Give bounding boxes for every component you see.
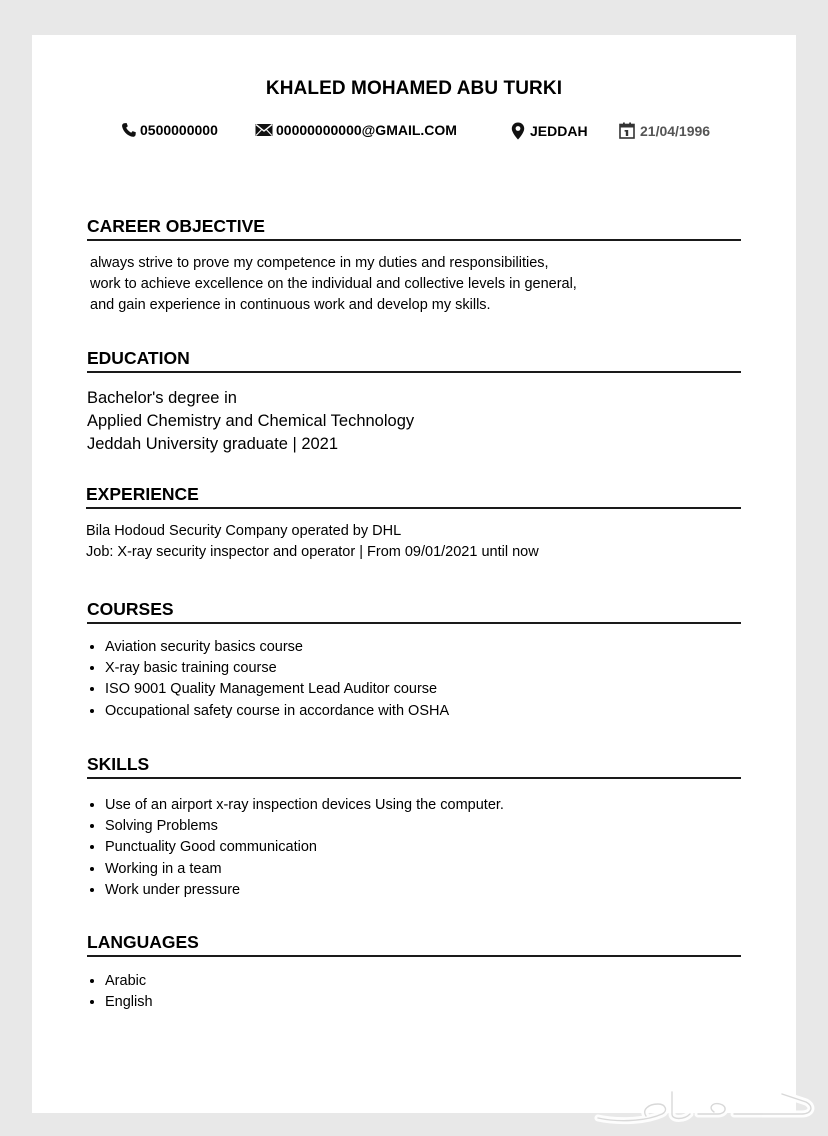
list-item: • X-ray basic training course	[105, 658, 449, 679]
section-title-courses: COURSES	[87, 599, 741, 624]
career-objective-line: and gain experience in continuous work and develop my skills.	[90, 297, 491, 313]
contact-location	[511, 122, 588, 140]
courses-list	[87, 637, 449, 722]
list-item: • Occupational safety course in accordance with OSHA	[105, 701, 449, 722]
contact-email	[255, 122, 457, 138]
list-item: • English	[105, 992, 153, 1013]
map-pin-icon	[511, 122, 525, 140]
watermark-logo	[586, 1078, 822, 1130]
resume-page	[32, 35, 796, 1113]
section-title-education: EDUCATION	[87, 348, 741, 373]
section-title-languages: LANGUAGES	[87, 932, 741, 957]
list-item: • Work under pressure	[105, 880, 504, 901]
list-item: • Use of an airport x-ray inspection devices Using the computer.	[105, 795, 504, 816]
career-objective-line: work to achieve excellence on the individual and collective levels in general,	[90, 276, 577, 292]
education-line: Jeddah University graduate | 2021	[87, 435, 339, 453]
career-objective-text	[90, 253, 577, 316]
section-title-career-objective: CAREER OBJECTIVE	[87, 216, 741, 241]
education-line: Applied Chemistry and Chemical Technology	[87, 412, 415, 430]
contact-birth-date	[619, 122, 710, 139]
list-item: • Aviation security basics course	[105, 637, 449, 658]
envelope-icon	[255, 123, 273, 137]
candidate-name: KHALED MOHAMED ABU TURKI	[265, 78, 563, 99]
section-title-experience: EXPERIENCE	[86, 484, 741, 509]
phone-icon	[121, 122, 137, 138]
skills-list	[87, 795, 504, 901]
list-item: • ISO 9001 Quality Management Lead Auditor course	[105, 679, 449, 700]
list-item: • Punctuality Good communication	[105, 837, 504, 858]
experience-line: Job: X-ray security inspector and operator | From 09/01/2021 until now	[86, 544, 539, 560]
list-item: • Solving Problems	[105, 816, 504, 837]
email-text: 00000000000@GMAIL.COM	[276, 122, 457, 138]
list-item: • Working in a team	[105, 859, 504, 880]
education-line: Bachelor's degree in	[87, 389, 237, 407]
experience-line: Bila Hodoud Security Company operated by DHL	[86, 523, 402, 539]
location-text: JEDDAH	[530, 123, 588, 139]
birth-date-text: 21/04/1996	[640, 122, 711, 139]
phone-text: 0500000000	[140, 122, 218, 138]
calendar-icon	[619, 122, 635, 139]
languages-list	[87, 971, 153, 1013]
career-objective-line: always strive to prove my competence in my duties and responsibilities,	[90, 255, 549, 271]
contact-phone	[121, 122, 218, 138]
education-text	[87, 387, 414, 456]
list-item: • Arabic	[105, 971, 153, 992]
section-title-skills: SKILLS	[87, 754, 741, 779]
experience-text	[86, 521, 539, 563]
